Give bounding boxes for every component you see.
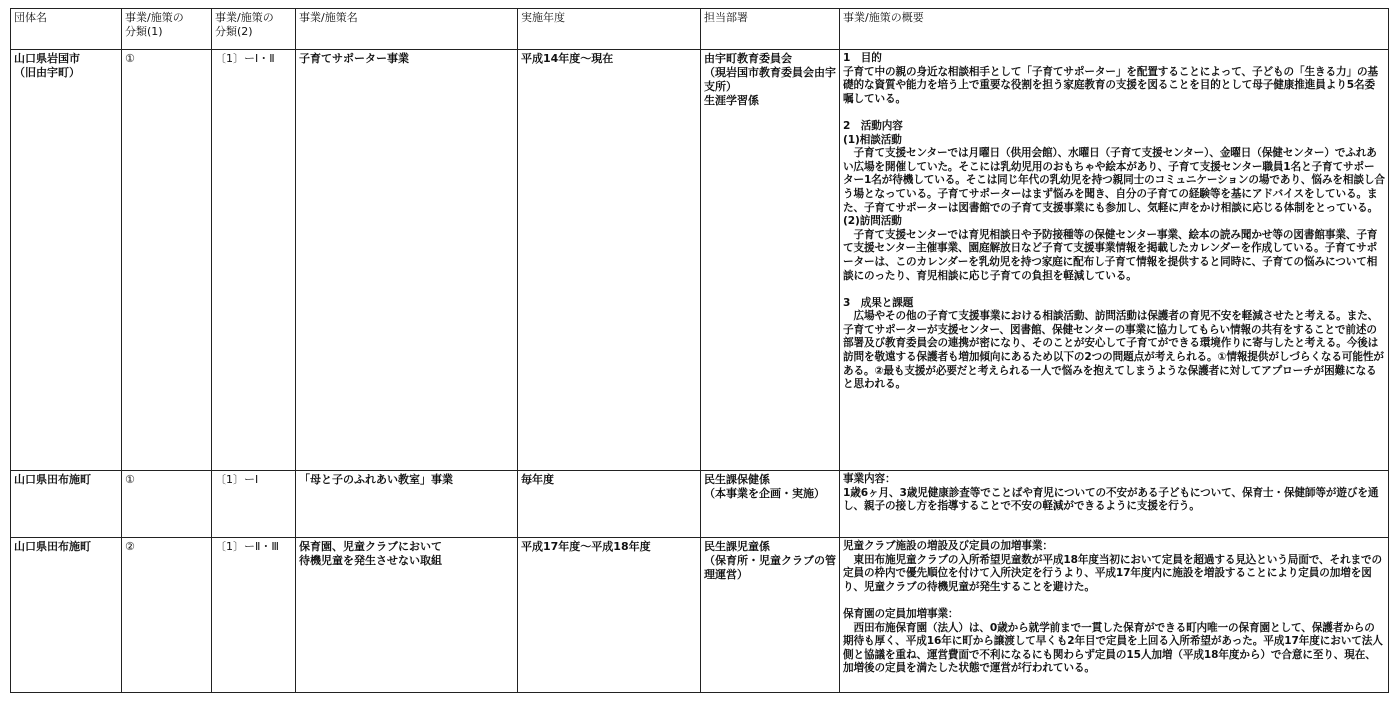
cell-program-name: 子育てサポーター事業	[296, 50, 518, 471]
header-program-name: 事業/施策名	[296, 9, 518, 50]
header-department: 担当部署	[701, 9, 840, 50]
cell-overview: 事業内容： 1歳6ヶ月、3歳児健康診査等でことばや育児についての不安がある子どもについて、保育士・保健師等が遊びを通し、親子の接し方を指導することで不安の軽減ができるように支援を行う。	[840, 471, 1389, 538]
table-row	[11, 538, 1389, 693]
header-year: 実施年度	[518, 9, 701, 50]
cell-org: 山口県田布施町	[11, 471, 122, 538]
cell-department: 民生課保健係 （本事業を企画・実施）	[701, 471, 840, 538]
header-category-1: 事業/施策の 分類(1)	[122, 9, 212, 50]
cell-program-name: 保育園、児童クラブにおいて 待機児童を発生させない取組	[296, 538, 518, 693]
cell-program-name: 「母と子のふれあい教室」事業	[296, 471, 518, 538]
header-overview: 事業/施策の概要	[840, 9, 1389, 50]
document-sheet	[10, 8, 1389, 693]
header-row	[11, 9, 1389, 50]
cell-year: 平成14年度～現在	[518, 50, 701, 471]
cell-category-1: ②	[122, 538, 212, 693]
cell-org: 山口県田布施町	[11, 538, 122, 693]
cell-department: 由宇町教育委員会 （現岩国市教育委員会由宇支所） 生涯学習係	[701, 50, 840, 471]
header-category-2: 事業/施策の 分類(2)	[212, 9, 296, 50]
cell-overview: 児童クラブ施設の増設及び定員の加増事業： 東田布施児童クラブの入所希望児童数が平成18年度当初において定員を超過する見込という局面で、それまでの定員の枠内で優先順位を付けて入所決定を行うより、平成17年度内に施設を増設することにより定員の加増を図り、児童クラブの待機児童が発生することを避けた。 保育園の定員加増事業： 西田布施保育園（法人）は、0歳から就学前まで一貫した保育ができる町内唯一の保育園として、保護者からの期待も厚く、平成16年に町から譲渡して早くも2年目で定員を上回る入所希望があった。平成17年度において法人側と協議を重ね、運営費面で不利になるにも関わらず定員の15人加増（平成18年度から）で合意に至り、現在、加増後の定員を満たした状態で運営が行われている。	[840, 538, 1389, 693]
cell-category-1: ①	[122, 471, 212, 538]
table-row	[11, 50, 1389, 471]
cell-department: 民生課児童係 （保育所・児童クラブの管理運営）	[701, 538, 840, 693]
cell-year: 毎年度	[518, 471, 701, 538]
cell-overview: 1 目的 子育て中の親の身近な相談相手として「子育てサポーター」を配置することによって、子どもの「生きる力」の基礎的な資質や能力を培う上で重要な役割を担う家庭教育の支援を図ることを目的として母子健康推進員より5名委嘱している。 2 活動内容 (1)相談活動 子育て支援センターでは月曜日（供用会館）、水曜日（子育て支援センター）、金曜日（保健センター）でふれあい広場を開催していた。そこには乳幼児用のおもちゃや絵本があり、子育て支援センター職員1名と子育てサポーター1名が待機している。そこは同じ年代の乳幼児を持つ親同士のコミュニケーションの場であり、悩みを相談し合う場となっている。子育てサポーターはまず悩みを聞き、自分の子育ての経験等を基にアドバイスをしている。また、子育てサポーターは図書館での子育て支援事業にも参加し、気軽に声をかけ相談に応じる体制をとっている。 (2)訪問活動 子育て支援センターでは育児相談日や予防接種等の保健センター事業、絵本の読み聞かせ等の図書館事業、子育て支援センター主催事業、園庭解放日など子育て支援事業情報を掲載したカレンダーを作成している。子育てサポーターは、このカレンダーを乳幼児を持つ家庭に配布し子育て情報を提供すると同時に、子育ての悩みについて相談にのったり、育児相談に応じ子育ての負担を軽減している。 3 成果と課題 広場やその他の子育て支援事業における相談活動、訪問活動は保護者の育児不安を軽減させたと考える。また、子育てサポーターが支援センター、図書館、保健センターの事業に協力してもらい情報の共有をすることで前述の部署及び教育委員会の連携が密になり、そのことが安心して子育てができる環境作りに寄与したと考える。今後は訪問を敬遠する保護者も増加傾向にあるため以下の2つの問題点が考えられる。①情報提供がしづらくなる可能性がある。②最も支援が必要だと考えられる一人で悩みを抱えてしまうような保護者に対してアプローチが困難になると思われる。	[840, 50, 1389, 471]
cell-category-2: 〔1〕ーⅡ・Ⅲ	[212, 538, 296, 693]
table-row	[11, 471, 1389, 538]
cell-category-2: 〔1〕ーⅠ	[212, 471, 296, 538]
cell-category-2: 〔1〕ーⅠ・Ⅱ	[212, 50, 296, 471]
cell-category-1: ①	[122, 50, 212, 471]
cell-year: 平成17年度～平成18年度	[518, 538, 701, 693]
header-org: 団体名	[11, 9, 122, 50]
program-table	[10, 8, 1389, 693]
cell-org: 山口県岩国市 （旧由宇町）	[11, 50, 122, 471]
